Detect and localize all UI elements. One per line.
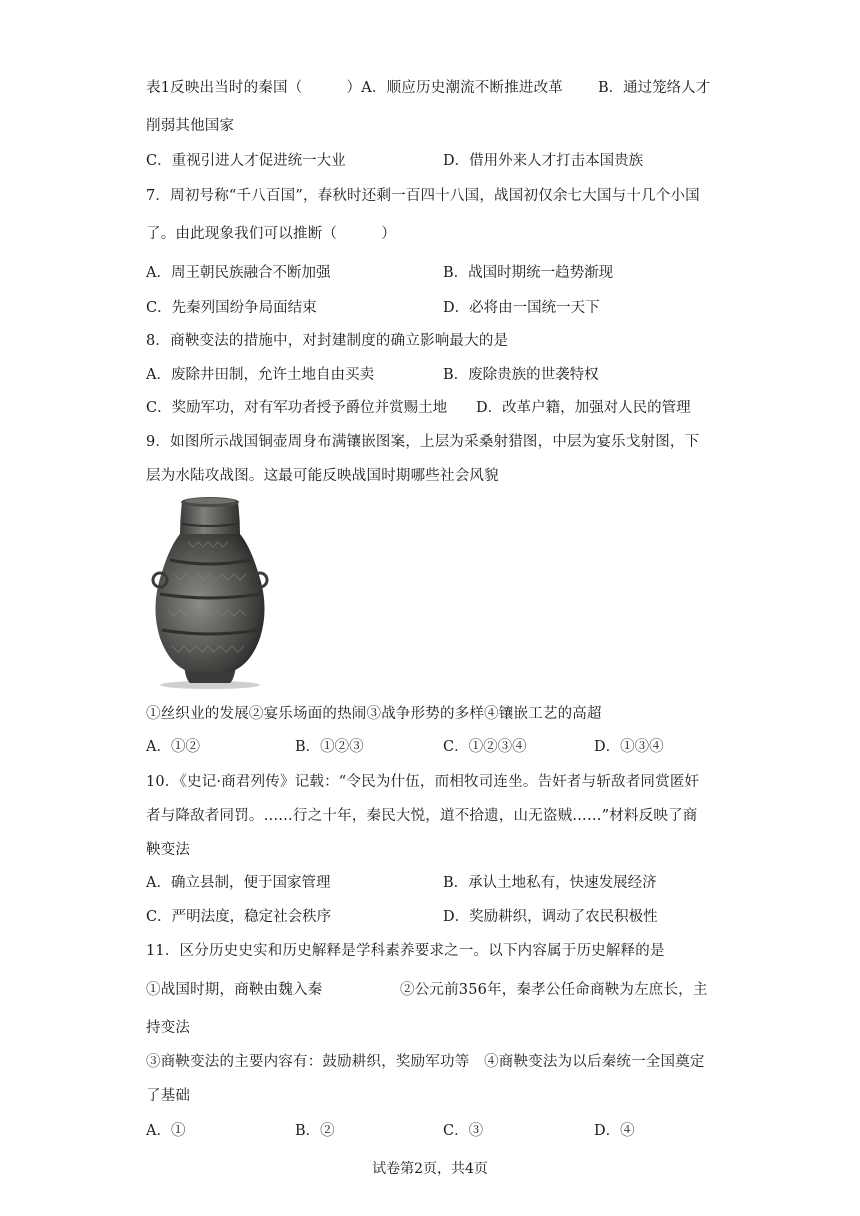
q7-stem-line2: 了。由此现象我们可以推断（ ） <box>146 226 396 242</box>
q11-option-d[interactable]: D．④ <box>594 1123 635 1139</box>
q10-option-a[interactable]: A．确立县制，便于国家管理 <box>146 875 331 891</box>
q8-option-a[interactable]: A．废除井田制，允许土地自由买卖 <box>146 367 374 383</box>
q9-option-a[interactable]: A．①② <box>146 739 200 755</box>
bronze-vase-image <box>146 494 274 690</box>
q8-stem: 8．商鞅变法的措施中，对封建制度的确立影响最大的是 <box>146 333 509 349</box>
q10-stem-line2: 者与降敌者同罚。……行之十年，秦民大悦，道不拾遗，山无盗贼……”材料反映了商 <box>146 808 698 824</box>
q6-option-c[interactable]: C．重视引进人才促进统一大业 <box>146 153 346 169</box>
q11-stem: 11．区分历史史实和历史解释是学科素养要求之一。以下内容属于历史解释的是 <box>146 943 665 959</box>
q11-option-c[interactable]: C．③ <box>443 1123 484 1139</box>
q8-option-c[interactable]: C．奖励军功，对有军功者授予爵位并赏赐土地 <box>146 400 448 416</box>
q7-option-d[interactable]: D．必将由一国统一天下 <box>443 300 600 316</box>
page-footer: 试卷第2页，共4页 <box>372 1161 488 1177</box>
q9-option-d[interactable]: D．①③④ <box>594 739 664 755</box>
q6-option-b-line1[interactable]: B．通过笼络人才 <box>598 80 711 96</box>
q6-option-b-line2: 削弱其他国家 <box>146 118 235 134</box>
q7-option-c[interactable]: C．先秦列国纷争局面结束 <box>146 300 317 316</box>
q11-item-1: ①战国时期，商鞅由魏入秦 <box>146 982 323 998</box>
q9-stem-line1: 9．如图所示战国铜壶周身布满镶嵌图案，上层为采桑射猎图，中层为宴乐戈射图，下 <box>146 434 700 450</box>
q10-option-b[interactable]: B．承认土地私有，快速发展经济 <box>443 875 657 891</box>
q6-stem-line1 <box>146 78 563 98</box>
q9-statements: ①丝织业的发展②宴乐场面的热闹③战争形势的多样④镶嵌工艺的高超 <box>146 706 602 722</box>
q6-option-a[interactable]: A．顺应历史潮流不断推进改革 <box>361 80 564 96</box>
q6-option-d[interactable]: D．借用外来人才打击本国贵族 <box>443 153 644 169</box>
q8-option-d[interactable]: D．改革户籍，加强对人民的管理 <box>476 400 691 416</box>
q11-item-3: ③商鞅变法的主要内容有：鼓励耕织，奖励军功等 <box>146 1054 470 1070</box>
q7-option-a[interactable]: A．周王朝民族融合不断加强 <box>146 265 331 281</box>
q6-stem-prefix: 表1反映出当时的秦国（ ） <box>146 80 362 96</box>
q11-item-4-line2: 了基础 <box>146 1088 191 1104</box>
q7-stem-line1: 7．周初号称“千八百国”，春秋时还剩一百四十八国，战国初仅余七大国与十几个小国 <box>146 188 700 204</box>
q10-option-c[interactable]: C．严明法度，稳定社会秩序 <box>146 909 332 925</box>
q10-stem-line3: 鞅变法 <box>146 842 191 858</box>
q8-option-b[interactable]: B．废除贵族的世袭特权 <box>443 367 599 383</box>
q10-option-d[interactable]: D．奖励耕织，调动了农民积极性 <box>443 909 658 925</box>
q7-option-b[interactable]: B．战国时期统一趋势渐现 <box>443 265 614 281</box>
q11-item-2-line1: ②公元前356年，秦孝公任命商鞅为左庶长，主 <box>400 982 708 998</box>
q11-option-b[interactable]: B．② <box>295 1123 335 1139</box>
q9-stem-line2: 层为水陆攻战图。这最可能反映战国时期哪些社会风貌 <box>146 468 499 484</box>
q11-item-2-line2: 持变法 <box>146 1020 191 1036</box>
q9-option-c[interactable]: C．①②③④ <box>443 739 527 755</box>
q11-item-4-line1: ④商鞅变法为以后秦统一全国奠定 <box>484 1054 705 1070</box>
q10-stem-line1: 10．《史记·商君列传》记载：“令民为什伍，而相牧司连坐。告奸者与斩敌者同赏匿奸 <box>146 774 700 790</box>
q9-option-b[interactable]: B．①②③ <box>295 739 364 755</box>
q11-item-3-4-line <box>146 1052 705 1072</box>
q11-option-a[interactable]: A．① <box>146 1123 186 1139</box>
